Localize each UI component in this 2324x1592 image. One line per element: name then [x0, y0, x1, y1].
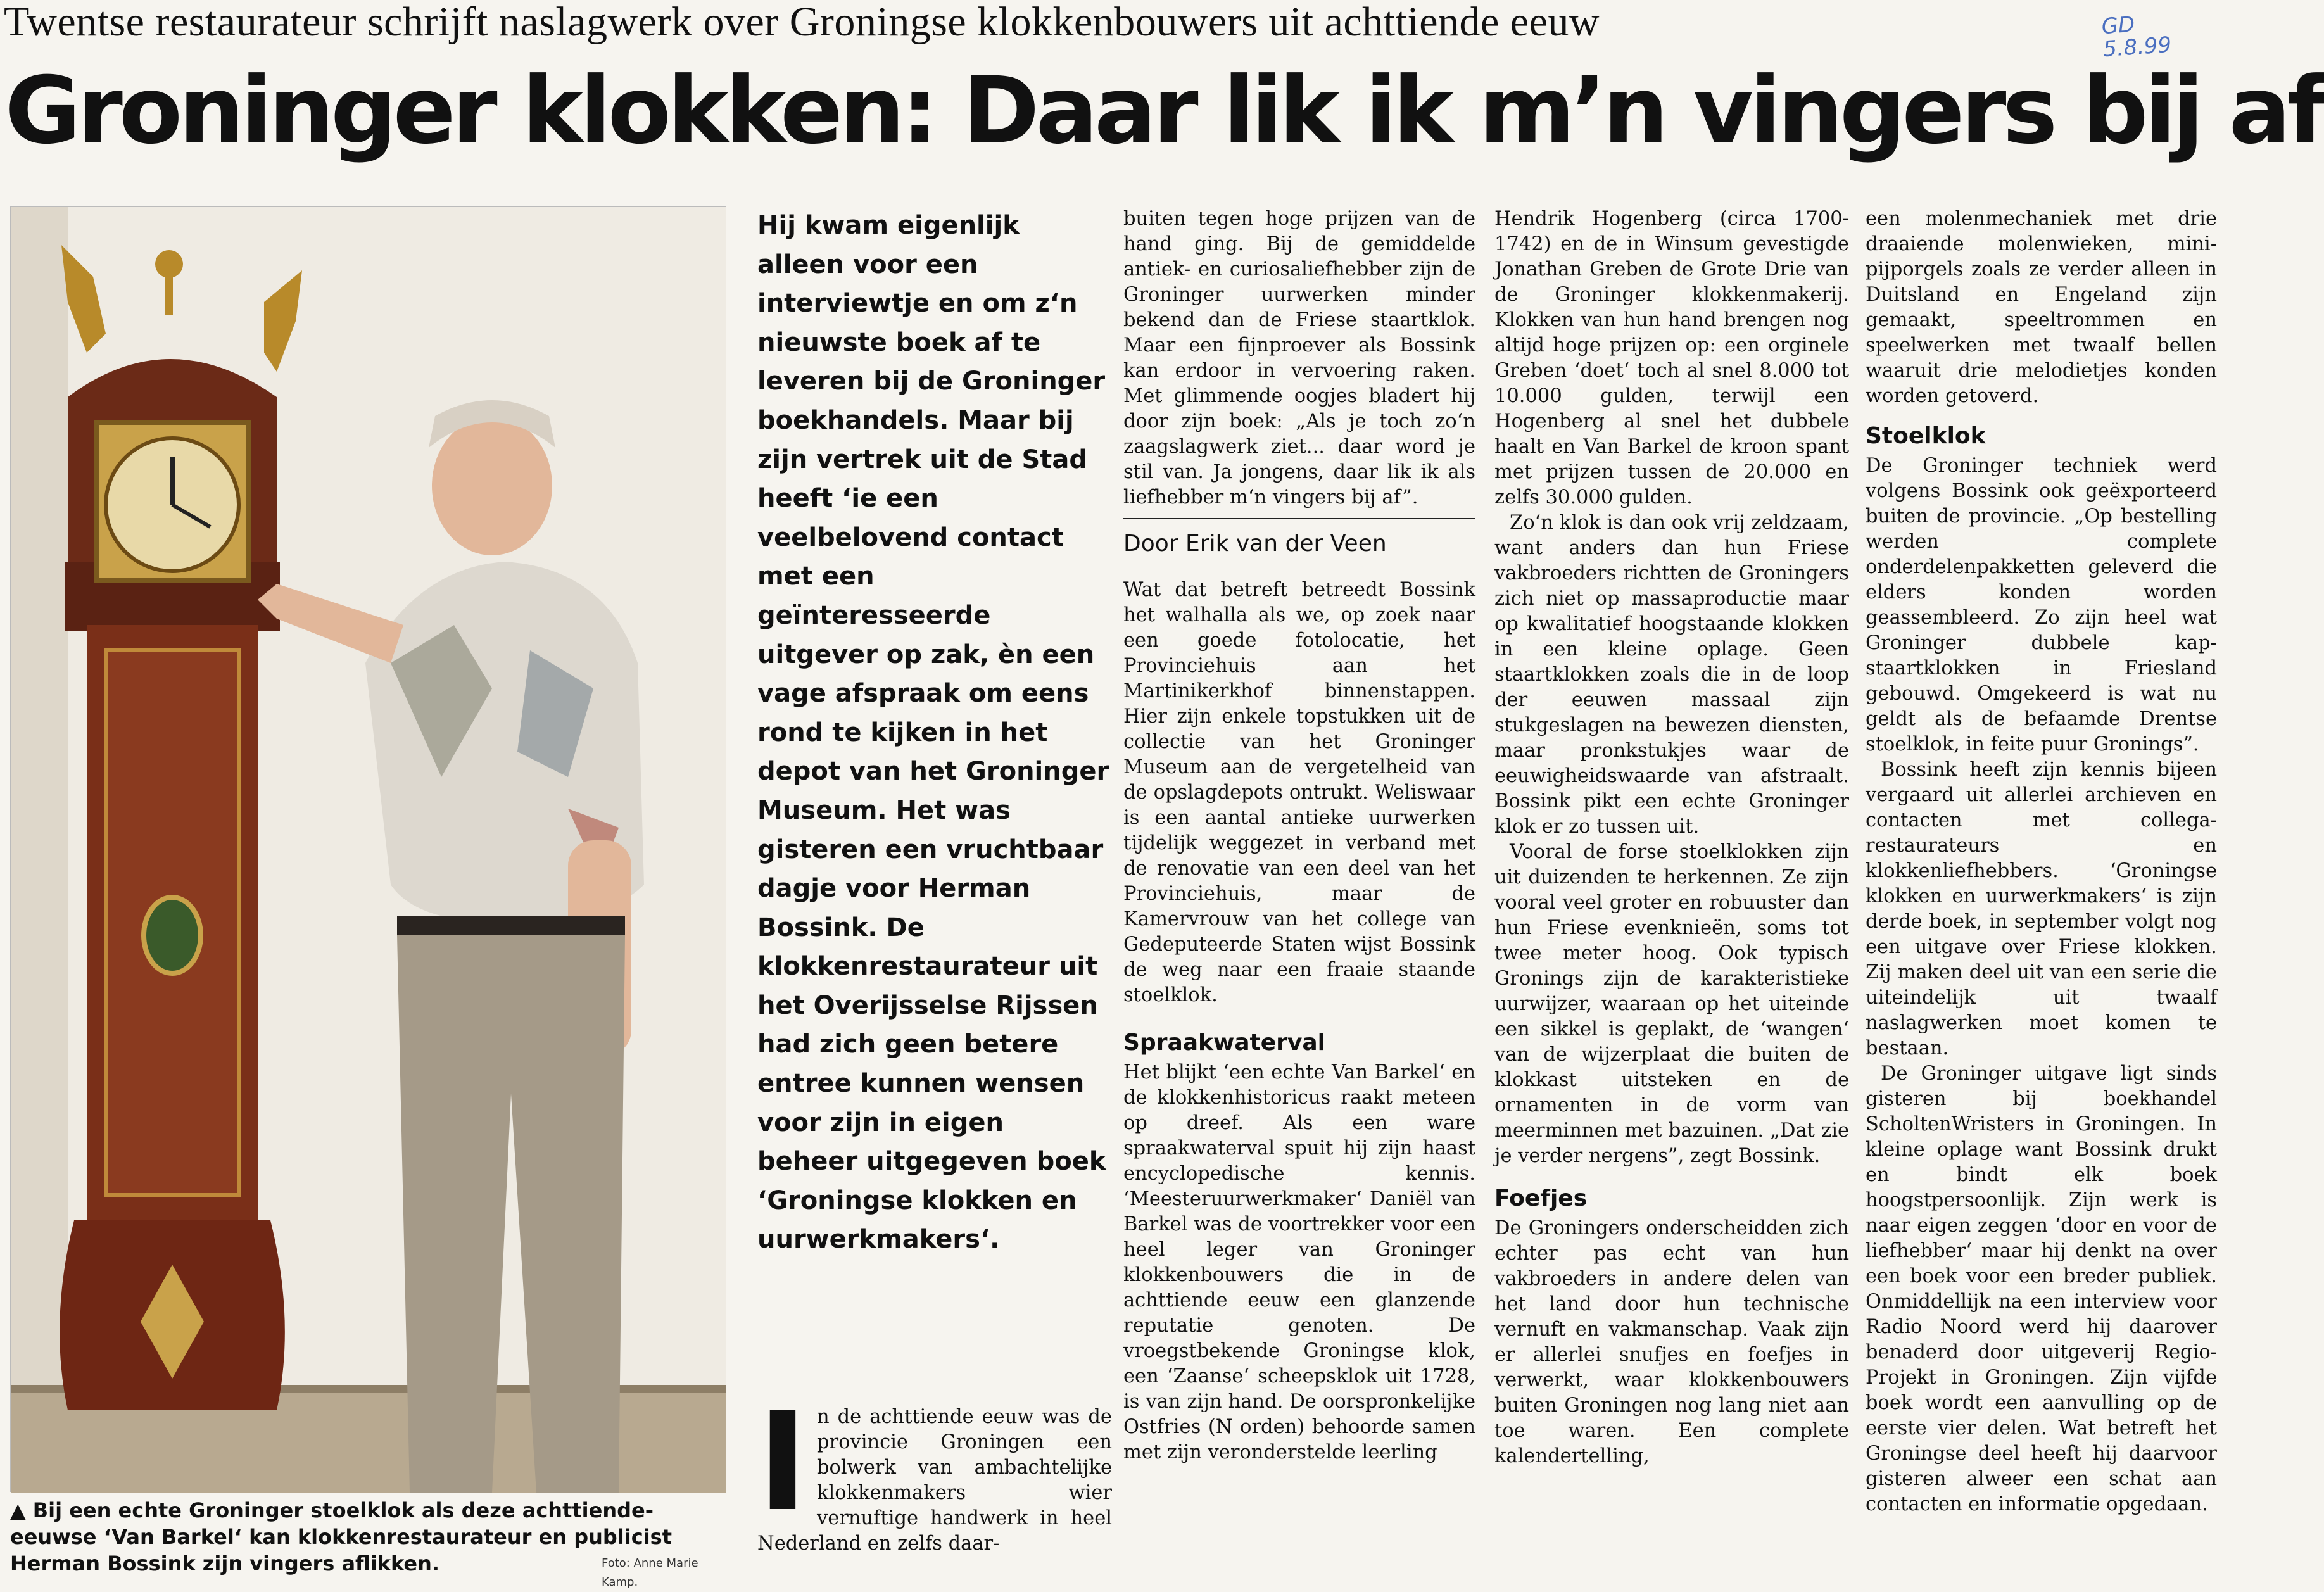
kicker: Twentse restaurateur schrijft naslagwerk over Groningse klokkenbouwers uit achttiende eeuw — [4, 0, 1600, 45]
headline: Groninger klokken: Daar lik ik m’n vingers bij af — [5, 57, 2324, 165]
article-paragraph: De Groninger uitgave ligt sinds gisteren bij boekhandel ScholtenWristers in Groningen. In kleine oplage want Bossink drukt en bindt elk boek hoogstpersoonlijk. Zijn werk is naar eigen zeggen ‘door en voor de liefhebber‘ maar hij denkt na over een boek voor een breder publiek. Onmiddellijk na een interview voor Radio Noord werd hij daarover benaderd door uitgeverij Regio-Projekt in Groningen. Zijn vijfde boek wordt een aanvulling op de eerste vier delen. Wat betreft het Groningse deel heeft hij daarvoor gisteren alweer een schat aan contacten en informatie opgedaan. — [1866, 1063, 2217, 1515]
article-paragraph: Wat dat betreft betreedt Bossink het walhalla als we, op zoek naar een goede fotolocatie, het Provinciehuis aan het Martinikerkhof binnenstappen. Hier zijn enkele topstukken uit de collectie van het Groninger Museum aan de vergetelheid van de opslagdepots ontrukt. Weliswaar is een aantal antieke uurwerken tijdelijk weggezet in verband met de renovatie van een deel van het Provinciehuis, maar de Kamervrouw van het college van Gedeputeerde Staten wijst Bossink de weg naar een fraaie staande stoelklok. — [1123, 579, 1475, 1006]
photo-illustration — [11, 207, 726, 1493]
subheading-foefjes: Foefjes — [1494, 1185, 1588, 1211]
article-paragraph: een molenmechaniek met drie draaiende molenwieken, mini-pijporgels zoals ze verder alleen in Duitsland en Engeland zijn gemaakt, speeltrommen en speelwerken met twaalf bellen waaruit drie melodietjes konden worden getoverd. — [1866, 208, 2217, 407]
handwritten-date-note: GD 5.8.99 — [2100, 11, 2173, 63]
article-paragraph: buiten tegen hoge prijzen van de hand ging. Bij de gemiddelde antiek- en curiosaliefhebber zijn de Groninger uurwerken minder bekend dan de Friese staartklok. Maar een fijnproever als Bossink kan erdoor in vervoering raken. Met glimmende oogjes bladert hij door zijn boek: „Als je toch zo‘n zaagslagwerk ziet... daar word je stil van. Ja jongens, daar lik ik als liefhebber m‘n vingers bij af”. — [1123, 208, 1475, 509]
photo-caption-text: ▲ Bij een echte Groninger stoelklok als deze achttiende-eeuwse ‘Van Barkel‘ kan klokkenrestaurateur en publicist Herman Bossink zijn vingers aflikken. — [10, 1498, 673, 1576]
drop-cap: I — [757, 1382, 808, 1541]
article-column-3 — [1494, 206, 1849, 1581]
subheading-spraakwaterval: Spraakwaterval — [1123, 1030, 1326, 1056]
article-paragraph: Vooral de forse stoelklokken zijn uit duizenden te herkennen. Ze zijn vooral veel groter en robuuster dan hun Friese evenknieën, soms tot twee meter hoog. Ook typisch Gronings zijn de karakteristieke uurwijzer, waaraan op het uiteinde een sikkel is geplakt, de ‘wangen‘ van de wijzerplaat die buiten de klokkast uitsteken en de ornamenten in de vorm van meerminnen met bazuinen. „Dat zie je verder nergens”, zegt Bossink. — [1494, 841, 1849, 1167]
article-paragraph: Zo‘n klok is dan ook vrij zeldzaam, want anders dan hun Friese vakbroeders richtten de Groningers zich niet op massaproductie maar op kwalitatief hoogstaande klokken in een kleine oplage. Geen staartklokken zoals die in de loop der eeuwen massaal zijn stukgeslagen na bewezen diensten, maar pronkstukjes waar de eeuwigheidswaarde van afstraalt. Bossink pikt een echte Groninger klok er zo tussen uit. — [1494, 512, 1849, 838]
article-paragraph: Het blijkt ‘een echte Van Barkel‘ en de klokkenhistoricus raakt meteen op dreef. Als een ware spraakwaterval spuit hij zijn haast encyclopedische kennis. ‘Meesteruurwerkmaker‘ Daniël van Barkel was de voortrekker voor een heel leger van Groninger klokkenbouwers die in de achttiende eeuw een glanzende reputatie genoten. De vroegstbekende Groningse klok, een ‘Zaanse‘ scheepsklok uit 1728, is van zijn hand. De oorspronkelijke Ostfries (N orden) behoorde samen met zijn veronderstelde leerling — [1123, 1061, 1475, 1463]
article-paragraph: De Groningers onderscheidden zich echter pas echt van hun vakbroeders in andere delen van het land door hun technische vernuft en vakmanschap. Vaak zijn er allerlei snufjes en foefjes in verwerkt, waar klokkenbouwers buiten Groningen nog lang niet aan toe waren. Een complete kalendertelling, — [1494, 1217, 1849, 1467]
article-paragraph: De Groninger techniek werd volgens Bossink ook geëxporteerd buiten de provincie. „Op bestelling werden complete onderdelenpakketten geleverd die elders konden worden geassembleerd. Zo zijn heel wat Groninger dubbele kap-staartklokken in Friesland gebouwd. Omgekeerd is wat nu geldt als de befaamde Drentse stoelklok, in feite puur Gronings”. — [1866, 455, 2217, 755]
article-column-4 — [1866, 206, 2217, 1581]
intro-paragraph: Hij kwam eigenlijk alleen voor een interviewtje en om z‘n nieuwste boek af te leveren bij de Groninger boekhandels. Maar bij zijn vertrek uit de Stad heeft ‘ie een veelbelovend contact met een geïnteresseerde uitgever op zak, èn een vage afspraak om eens rond te kijken in het depot van het Groninger Museum. Het was gisteren een vruchtbaar dagje voor Herman Bossink. De klokkenrestaurateur uit het Overijsselse Rijssen had zich geen betere entree kunnen wensen voor zijn in eigen beheer uitgegeven boek ‘Groningse klokken en uurwerkmakers‘. — [757, 211, 1109, 1254]
article-paragraph: Bossink heeft zijn kennis bijeen vergaard uit allerlei archieven en contacten met collega-restaurateurs en klokkenliefhebbers. ‘Groningse klokken en uurwerkmakers‘ is zijn derde boek, in september volgt nog een uitgave over Friese klokken. Zij maken deel uit van een serie die uiteindelijk uit twaalf naslagwerken moet komen te bestaan. — [1866, 759, 2217, 1059]
article-paragraph: n de achttiende eeuw was de provincie Groningen een bolwerk van ambachtelijke klokkenmakers wier vernuftige handwerk in heel Nederland en zelfs daar- — [757, 1406, 1112, 1555]
subheading-stoelklok: Stoelklok — [1866, 423, 1986, 449]
byline: Door Erik van der Veen — [1123, 518, 1475, 560]
article-paragraph: Hendrik Hogenberg (circa 1700-1742) en de in Winsum gevestigde Jonathan Greben de Grote Drie van de Groninger klokkenmakerij. Klokken van hun hand brengen nog altijd hoge prijzen op: een orginele Greben ‘doet‘ toch al snel 8.000 tot 10.000 gulden, terwijl een Hogenberg al snel het dubbele haalt en Van Barkel de kroon spant met prijzen tussen de 20.000 en zelfs 30.000 gulden. — [1494, 208, 1849, 509]
article-column-1 — [757, 1382, 1112, 1581]
photo-clock-and-man — [10, 206, 726, 1492]
photo-credit: Foto: Anne Marie Kamp. — [602, 1557, 698, 1589]
article-column-2 — [1123, 206, 1475, 1581]
